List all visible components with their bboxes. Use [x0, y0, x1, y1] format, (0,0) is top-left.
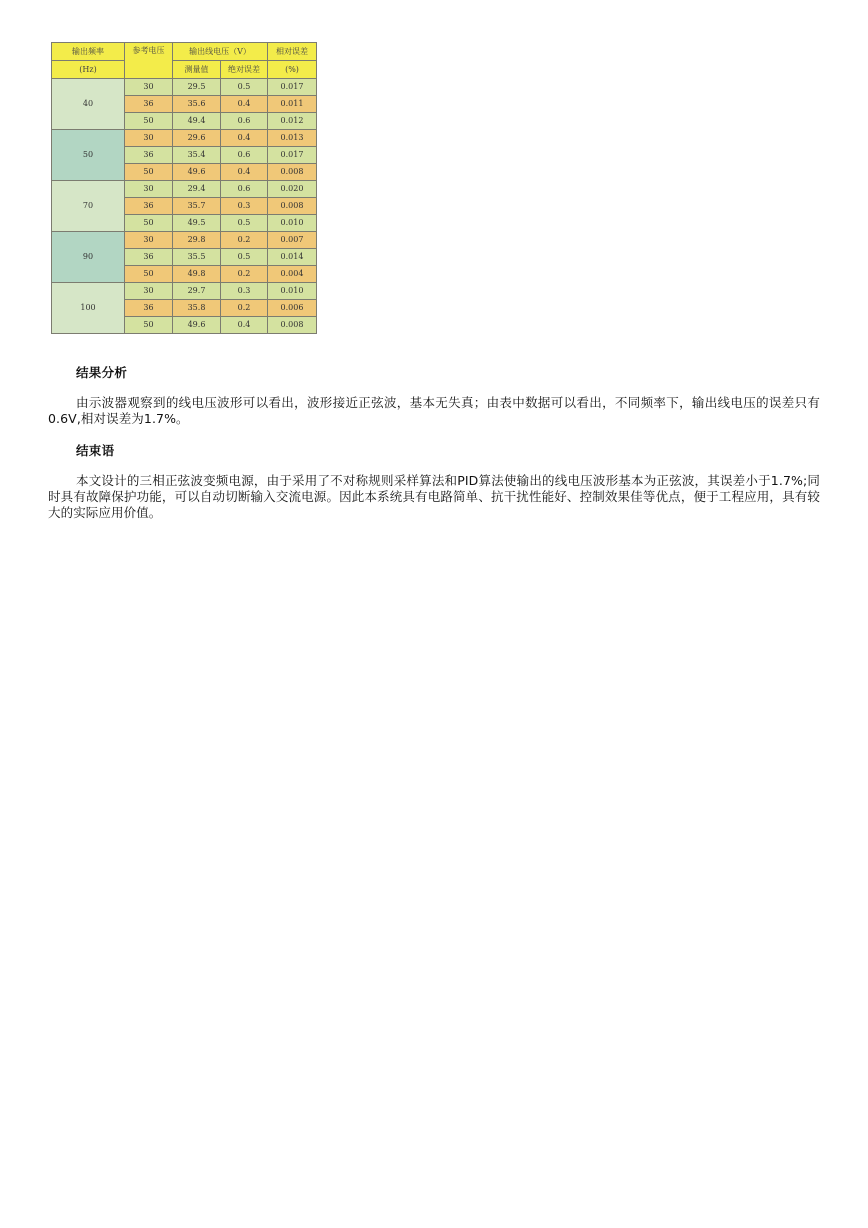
- ref-cell: 36: [125, 147, 173, 164]
- abs-error-cell: 0.4: [221, 130, 268, 147]
- abs-error-cell: 0.2: [221, 266, 268, 283]
- header-measured: 测量值: [173, 61, 221, 79]
- rel-error-cell: 0.004: [268, 266, 317, 283]
- rel-error-cell: 0.006: [268, 300, 317, 317]
- rel-error-cell: 0.008: [268, 317, 317, 334]
- abs-error-cell: 0.2: [221, 300, 268, 317]
- rel-error-cell: 0.008: [268, 164, 317, 181]
- table-row: [52, 181, 317, 198]
- rel-error-cell: 0.017: [268, 147, 317, 164]
- measured-cell: 49.5: [173, 215, 221, 232]
- freq-cell: 100: [52, 283, 125, 334]
- ref-cell: 50: [125, 164, 173, 181]
- ref-cell: 50: [125, 113, 173, 130]
- rel-error-cell: 0.007: [268, 232, 317, 249]
- conclusion-heading: 结束语: [76, 443, 115, 458]
- freq-cell: 70: [52, 181, 125, 232]
- ref-cell: 30: [125, 181, 173, 198]
- table-subheader-row: [52, 61, 317, 79]
- abs-error-cell: 0.4: [221, 164, 268, 181]
- ref-cell: 50: [125, 266, 173, 283]
- abs-error-cell: 0.2: [221, 232, 268, 249]
- analysis-paragraph: 由示波器观察到的线电压波形可以看出，波形接近正弦波，基本无失真；由表中数据可以看出，不同频率下，输出线电压的误差只有0.6V,相对误差为1.7%。: [48, 395, 820, 426]
- abs-error-cell: 0.6: [221, 147, 268, 164]
- table-row: [52, 283, 317, 300]
- ref-cell: 30: [125, 283, 173, 300]
- rel-error-cell: 0.013: [268, 130, 317, 147]
- freq-cell: 40: [52, 79, 125, 130]
- abs-error-cell: 0.4: [221, 317, 268, 334]
- header-abs-error: 绝对误差: [221, 61, 268, 79]
- measured-cell: 35.4: [173, 147, 221, 164]
- rel-error-cell: 0.012: [268, 113, 317, 130]
- ref-cell: 30: [125, 79, 173, 96]
- rel-error-cell: 0.014: [268, 249, 317, 266]
- measured-cell: 29.6: [173, 130, 221, 147]
- freq-cell: 50: [52, 130, 125, 181]
- measured-cell: 29.5: [173, 79, 221, 96]
- measured-cell: 35.6: [173, 96, 221, 113]
- analysis-heading: 结果分析: [76, 365, 128, 380]
- abs-error-cell: 0.3: [221, 198, 268, 215]
- rel-error-cell: 0.017: [268, 79, 317, 96]
- results-table: [51, 42, 317, 334]
- rel-error-cell: 0.020: [268, 181, 317, 198]
- measured-cell: 29.8: [173, 232, 221, 249]
- header-output-voltage: 输出线电压（V）: [173, 43, 268, 61]
- ref-cell: 30: [125, 130, 173, 147]
- header-freq: 输出频率: [52, 43, 125, 61]
- measured-cell: 29.7: [173, 283, 221, 300]
- header-rel-error: 相对误差: [268, 43, 317, 61]
- rel-error-cell: 0.011: [268, 96, 317, 113]
- ref-cell: 50: [125, 215, 173, 232]
- measured-cell: 49.6: [173, 164, 221, 181]
- table-row: [52, 130, 317, 147]
- measured-cell: 49.4: [173, 113, 221, 130]
- measured-cell: 49.6: [173, 317, 221, 334]
- ref-cell: 36: [125, 198, 173, 215]
- abs-error-cell: 0.6: [221, 113, 268, 130]
- abs-error-cell: 0.3: [221, 283, 268, 300]
- ref-cell: 36: [125, 300, 173, 317]
- table-row: [52, 79, 317, 96]
- table-row: [52, 232, 317, 249]
- ref-cell: 50: [125, 317, 173, 334]
- abs-error-cell: 0.5: [221, 249, 268, 266]
- rel-error-cell: 0.008: [268, 198, 317, 215]
- measured-cell: 35.7: [173, 198, 221, 215]
- abs-error-cell: 0.5: [221, 215, 268, 232]
- rel-error-cell: 0.010: [268, 283, 317, 300]
- freq-cell: 90: [52, 232, 125, 283]
- table-header-row: [52, 43, 317, 61]
- rel-error-cell: 0.010: [268, 215, 317, 232]
- measured-cell: 29.4: [173, 181, 221, 198]
- ref-cell: 36: [125, 249, 173, 266]
- header-freq-unit: (Hz): [52, 61, 125, 79]
- conclusion-paragraph: 本文设计的三相正弦波变频电源，由于采用了不对称规则采样算法和PID算法使输出的线电压波形基本为正弦波，其误差小于1.7%;同时具有故障保护功能，可以自动切断输入交流电源。因此本系统具有电路简单、抗干扰性能好、控制效果佳等优点，便于工程应用，具有较大的实际应用价值。: [48, 473, 820, 520]
- abs-error-cell: 0.5: [221, 79, 268, 96]
- measured-cell: 35.5: [173, 249, 221, 266]
- ref-cell: 30: [125, 232, 173, 249]
- header-rel-error-unit: (%): [268, 61, 317, 79]
- abs-error-cell: 0.6: [221, 181, 268, 198]
- abs-error-cell: 0.4: [221, 96, 268, 113]
- header-ref-voltage: 参考电压: [125, 43, 173, 79]
- measured-cell: 35.8: [173, 300, 221, 317]
- ref-cell: 36: [125, 96, 173, 113]
- measured-cell: 49.8: [173, 266, 221, 283]
